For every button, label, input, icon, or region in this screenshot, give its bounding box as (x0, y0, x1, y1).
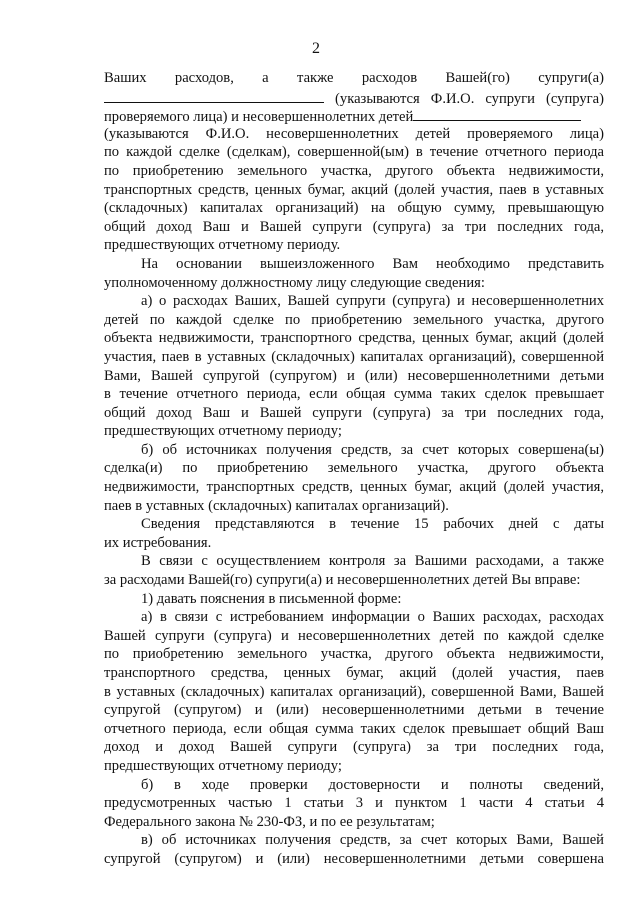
text-line (104, 794, 604, 813)
text-line-content: транспортных средств, ценных бумаг, акций (долей участия, паев в уставных (104, 181, 604, 198)
text-line-content: по приобретению земельного участка, другого объекта недвижимости, (104, 162, 604, 179)
text-line-content: уполномоченному должностному лицу следующие сведения: (104, 274, 485, 291)
document-body (104, 69, 604, 869)
text-line-content: общий доход Ваш и Вашей супруги (супруга) за три последних года, (104, 404, 604, 421)
text-line (104, 125, 604, 144)
text-line-content: Сведения представляются в течение 15 рабочих дней с даты (141, 516, 604, 533)
text-line-content: предшествующих отчетному периоду. (104, 237, 341, 254)
text-line-content: предшествующих отчетному периоду; (104, 757, 342, 774)
text-line-content: в течение отчетного периода, если общая сумма таких сделок превышает (104, 386, 604, 403)
text-line (104, 664, 604, 683)
text-line-content: Вашей супруги (супруга) и несовершеннолетних детей по каждой сделке (104, 627, 604, 644)
text-line (104, 645, 604, 664)
text-line (104, 776, 604, 795)
text-line (104, 199, 604, 218)
text-line-content: в уставных (складочных) капиталах организаций), совершенной Вами, Вашей (104, 683, 604, 700)
fill-in-blank[interactable] (413, 106, 581, 121)
text-line-content: Ваших расходов, а также расходов Вашей(го) супруги(а) (104, 70, 604, 86)
text-line-content: недвижимости, транспортных средств, ценных бумаг, акций (долей участия, (104, 479, 604, 496)
text-line (104, 404, 604, 423)
text-line (104, 683, 604, 702)
text-line (104, 701, 604, 720)
text-line-content: супругой (супругом) и (или) несовершеннолетними детьми в течение (104, 702, 604, 719)
text-line-content: паев в уставных (складочных) капиталах организаций). (104, 497, 449, 514)
text-line (104, 236, 604, 255)
text-line (104, 441, 604, 460)
text-line-content: (складочных) капиталах организаций) на общую сумму, превышающую (104, 200, 604, 217)
text-line (104, 608, 604, 627)
text-line (104, 478, 604, 497)
text-line-content: детей по каждой сделке по приобретению земельного участка, другого (104, 311, 604, 328)
text-line-content: проверяемого лица) и несовершеннолетних детей (104, 109, 414, 125)
text-line-content: объекта недвижимости, транспортного средства, ценных бумаг, акций (долей (104, 330, 604, 347)
text-line-content: сделка(и) по приобретению земельного участка, другого объекта (104, 460, 604, 477)
text-line (104, 627, 604, 646)
text-line-content: предусмотренных частью 1 статьи 3 и пунктом 1 части 4 статьи 4 (104, 795, 604, 812)
text-line-content: Федерального закона № 230-ФЗ, и по ее результатам; (104, 813, 435, 830)
text-line (104, 311, 604, 330)
text-line (104, 162, 604, 181)
text-line-content: а) в связи с истребованием информации о Ваших расходах, расходах (141, 609, 604, 626)
text-line-content: предшествующих отчетному периоду; (104, 423, 342, 440)
text-line-content: а) о расходах Ваших, Вашей супруги (супруга) и несовершеннолетних (141, 293, 604, 310)
text-line (104, 534, 604, 553)
text-line (104, 88, 604, 107)
text-line (104, 348, 604, 367)
text-line-content: их истребования. (104, 534, 212, 551)
text-line-content: б) в ходе проверки достоверности и полноты сведений, (141, 776, 604, 793)
text-line-content: отчетного периода, если общая сумма таких сделок превышает общий Ваш (104, 720, 604, 737)
text-line-content: за расходами Вашей(го) супруги(а) и несовершеннолетних детей Вы вправе: (104, 572, 581, 589)
text-line-content: (указываются Ф.И.О. супруги (супруга) (335, 90, 604, 107)
text-line (104, 329, 604, 348)
text-line (104, 515, 604, 534)
text-line (104, 143, 604, 162)
text-line (104, 422, 604, 441)
text-line (104, 757, 604, 776)
text-line (104, 813, 604, 832)
text-line (104, 106, 604, 125)
text-line (104, 255, 604, 274)
page-number: 2 (312, 40, 320, 57)
text-line-content: участия, паев в уставных (складочных) капиталах организаций), совершенной (104, 348, 604, 365)
text-line (104, 720, 604, 739)
text-line-content: супругой (супругом) и (или) несовершеннолетними детьми совершена (104, 850, 604, 867)
text-line-content: в) об источниках получения средств, за счет которых Вами, Вашей (141, 832, 604, 849)
text-line (104, 850, 604, 869)
text-line-content: доход и доход Вашей супруги (супруга) за три последних года, (104, 739, 604, 756)
text-line-content: по приобретению земельного участка, другого объекта недвижимости, (104, 646, 604, 663)
text-line (104, 385, 604, 404)
text-line-content: б) об источниках получения средств, за счет которых совершена(ы) (141, 441, 604, 458)
text-line (104, 69, 604, 88)
text-line-content: (указываются Ф.И.О. несовершеннолетних детей проверяемого лица) (104, 125, 604, 142)
text-line (104, 497, 604, 516)
text-line (104, 590, 604, 609)
text-line (104, 459, 604, 478)
text-line-content: Вами, Вашей супругой (супругом) и (или) несовершеннолетними детьми (104, 367, 604, 384)
text-line-content: транспортного средства, ценных бумаг, акций (долей участия, паев (104, 665, 604, 681)
text-line (104, 831, 604, 850)
text-line (104, 292, 604, 311)
text-line (104, 181, 604, 200)
text-line-content: В связи с осуществлением контроля за Вашими расходами, а также (141, 553, 604, 570)
text-line-content: общий доход Ваш и Вашей супруги (супруга) за три последних года, (104, 218, 604, 235)
fill-in-blank[interactable] (104, 88, 324, 103)
text-line (104, 571, 604, 590)
text-line (104, 274, 604, 293)
text-line (104, 367, 604, 386)
text-line-content: На основании вышеизложенного Вам необходимо представить (141, 255, 604, 272)
text-line-content: 1) давать пояснения в письменной форме: (141, 590, 402, 607)
text-line (104, 552, 604, 571)
text-line-content: по каждой сделке (сделкам), совершенной(ым) в течение отчетного периода (104, 144, 604, 161)
text-line (104, 218, 604, 237)
text-line (104, 738, 604, 757)
